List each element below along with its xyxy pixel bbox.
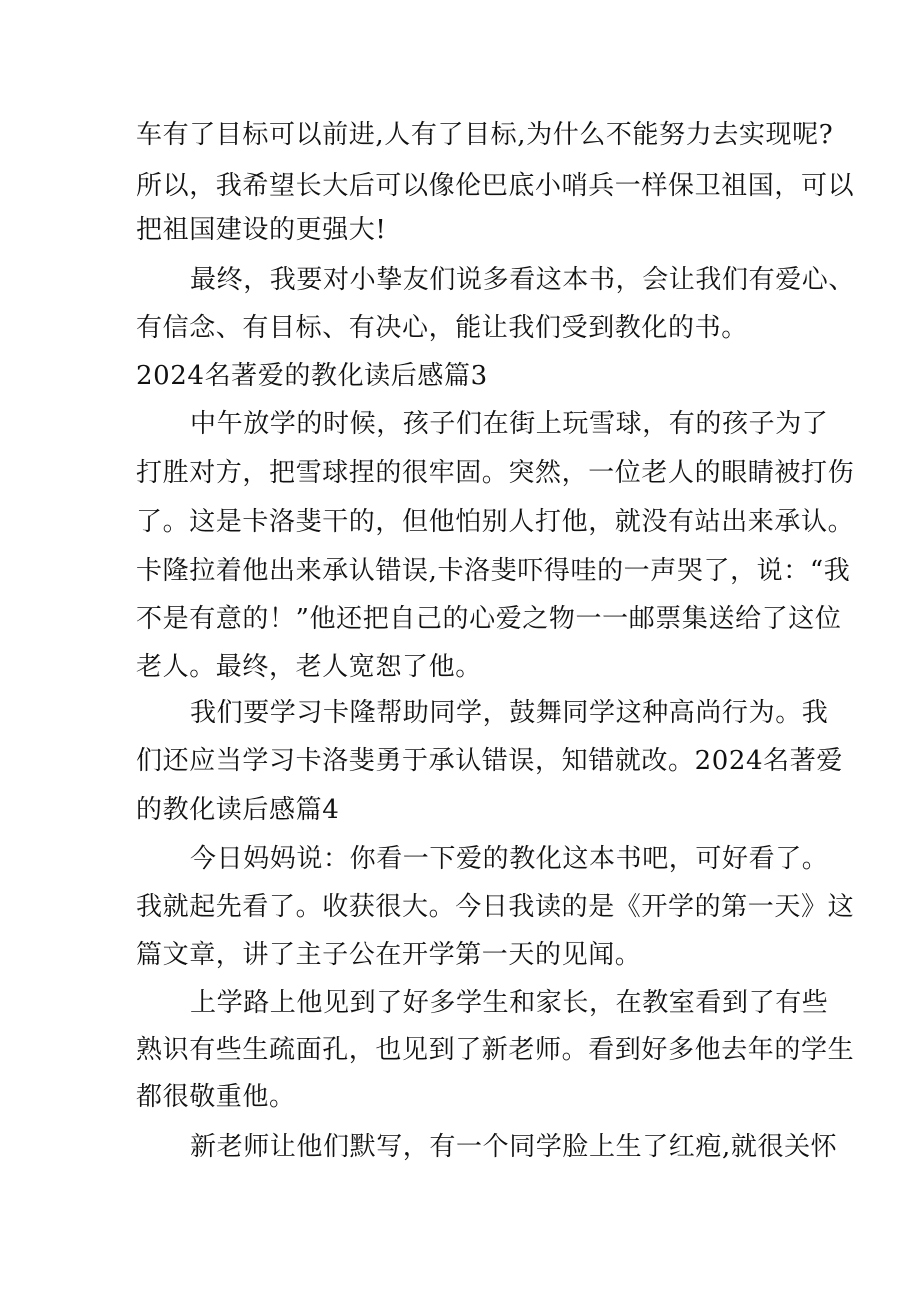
paragraph-first-line: 我们要学习卡隆帮助同学，鼓舞同学这种高尚行为。我 [190,698,829,728]
paragraph-first-line: 新老师让他们默写，有一个同学脸上生了红疱,就很关怀 [190,1132,838,1162]
text-line: 有信念、有目标、有决心，能让我们受到教化的书。 [136,313,748,343]
text-line: 们还应当学习卡洛斐勇于承认错误，知错就改。2024名著爱 [136,746,843,776]
paragraph-first-line: 中午放学的时候，孩子们在街上玩雪球，有的孩子为了 [190,409,829,439]
text-line: 卡隆拉着他出来承认错误,卡洛斐吓得哇的一声哭了，说：“我 [136,556,851,586]
text-line: 车有了目标可以前进,人有了目标,为什么不能努力去实现呢? [136,120,834,150]
text-line: 了。这是卡洛斐干的，但他怕别人打他，就没有站出来承认。 [136,507,855,537]
paragraph-first-line: 最终，我要对小挚友们说多看这本书，会让我们有爱心、 [190,265,856,295]
text-line: 熟识有些生疏面孔，也见到了新老师。看到好多他去年的学生 [136,1035,855,1065]
paragraph-first-line: 上学路上他见到了好多学生和家长，在教室看到了有些 [190,988,829,1018]
text-line: 打胜对方，把雪球捏的很牢固。突然，一位老人的眼睛被打伤 [136,458,855,488]
text-line: 我就起先看了。收获很大。今日我读的是《开学的第一天》这 [136,892,855,922]
text-line: 都很敬重他。 [136,1082,296,1112]
section-heading: 2024名著爱的教化读后感篇3 [136,361,488,391]
text-line: 不是有意的！”他还把自己的心爱之物一一邮票集送给了这位 [136,604,842,634]
text-line: 老人。最终，老人宽恕了他。 [136,652,482,682]
paragraph-first-line: 今日妈妈说：你看一下爱的教化这本书吧，可好看了。 [190,844,829,874]
text-line: 篇文章，讲了主子公在开学第一天的见闻。 [136,940,642,970]
section-heading-continued: 的教化读后感篇4 [136,795,340,825]
text-line: 所以，我希望长大后可以像伦巴底小哨兵一样保卫祖国，可以 [136,171,855,201]
text-line: 把祖国建设的更强大! [136,215,387,245]
